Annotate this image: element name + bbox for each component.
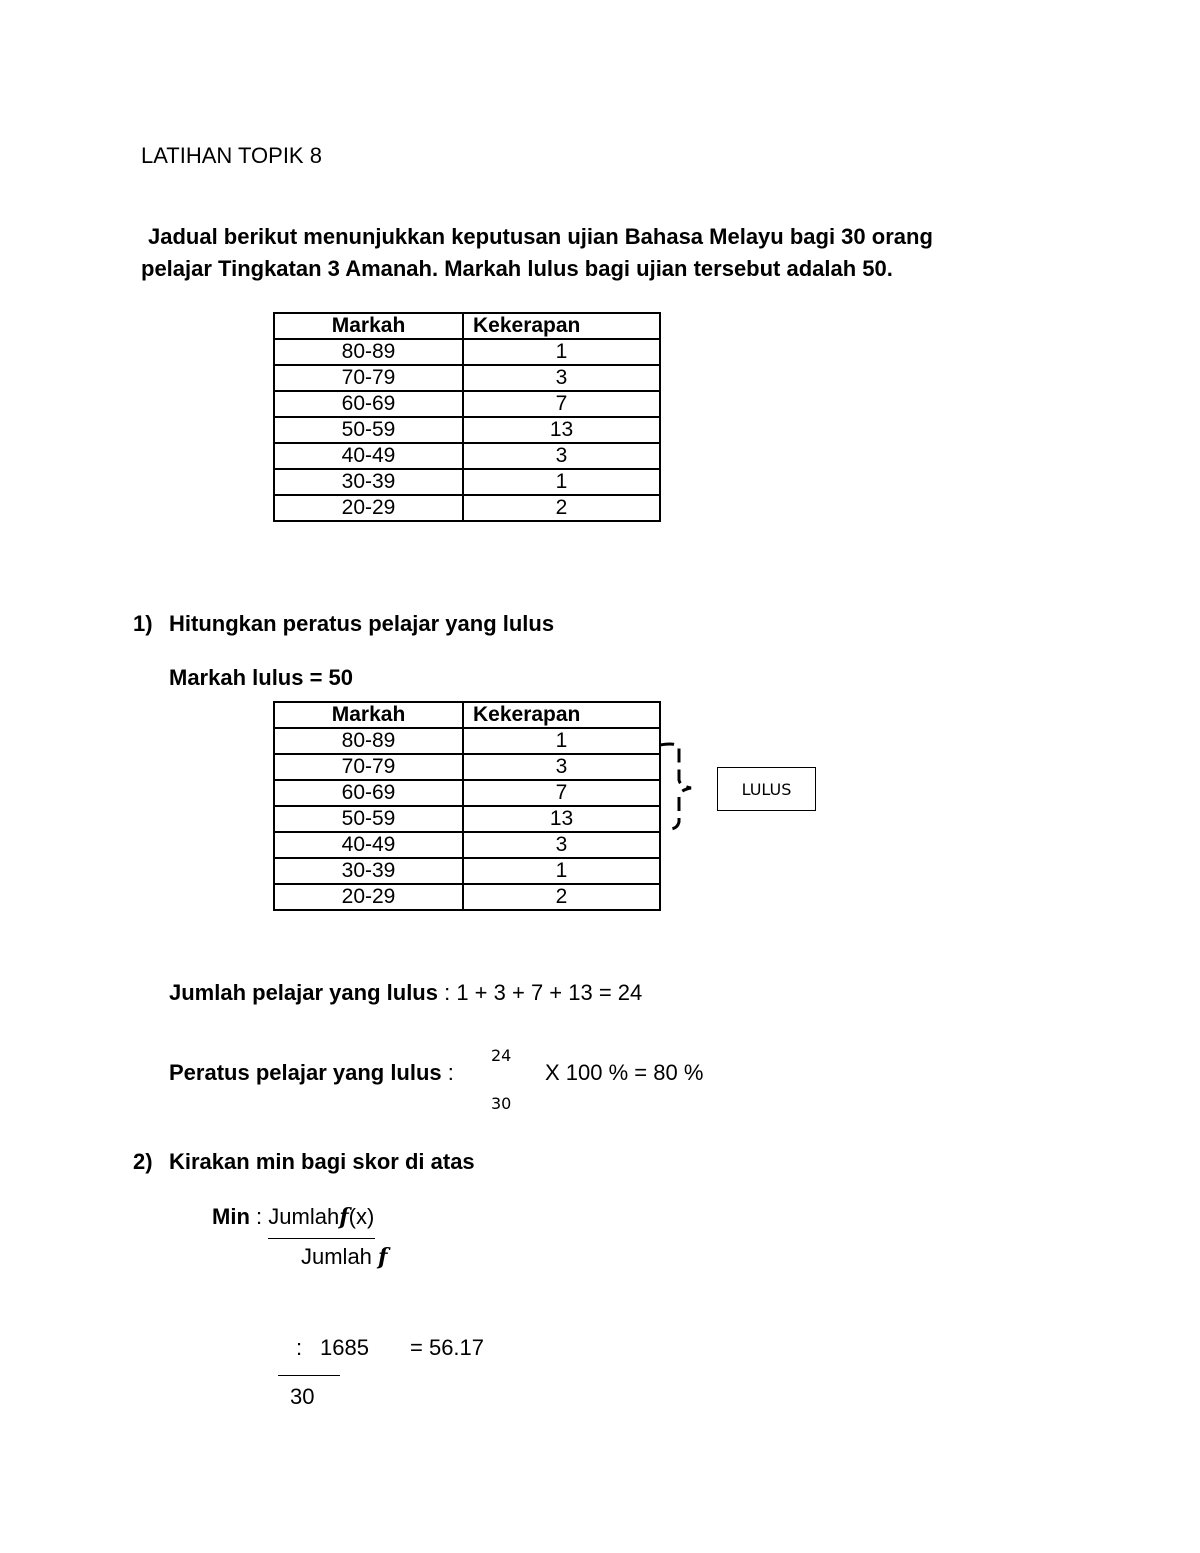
min-formula-denominator (301, 1244, 388, 1270)
calc-denominator: 30 (290, 1384, 315, 1409)
cell-kekerapan: 1 (463, 469, 660, 495)
table-row (274, 495, 660, 521)
percent-numerator: 24 (491, 1046, 512, 1065)
min-numerator-f: f (339, 1204, 349, 1230)
frequency-table (273, 312, 661, 522)
curly-brace-icon (655, 740, 705, 835)
header-markah: Markah (274, 313, 463, 339)
min-numerator-x: (x) (348, 1204, 375, 1229)
cell-markah: 70-79 (274, 365, 463, 391)
header-kekerapan: Kekerapan (463, 702, 660, 728)
min-formula-numerator (212, 1204, 374, 1230)
table-row (274, 832, 660, 858)
table-row (274, 417, 660, 443)
calc-colon: : (296, 1335, 303, 1360)
cell-kekerapan: 3 (463, 443, 660, 469)
cell-markah: 40-49 (274, 832, 463, 858)
cell-kekerapan: 1 (463, 858, 660, 884)
sum-value: : 1 + 3 + 7 + 13 = 24 (444, 980, 643, 1005)
cell-kekerapan: 3 (463, 754, 660, 780)
cell-markah: 30-39 (274, 469, 463, 495)
cell-kekerapan: 1 (463, 339, 660, 365)
table-header-row (274, 313, 660, 339)
sum-line (169, 980, 642, 1006)
min-label: Min (212, 1204, 250, 1229)
cell-markah: 20-29 (274, 884, 463, 910)
percent-colon: : (447, 1060, 454, 1085)
percent-line (169, 1060, 454, 1086)
lulus-box: LULUS (717, 767, 816, 811)
min-fraction-bar (268, 1238, 375, 1239)
cell-markah: 30-39 (274, 858, 463, 884)
intro-paragraph (141, 221, 933, 285)
cell-kekerapan: 2 (463, 495, 660, 521)
header-kekerapan: Kekerapan (463, 313, 660, 339)
table-header-row (274, 702, 660, 728)
table-row (274, 443, 660, 469)
intro-line-1: Jadual berikut menunjukkan keputusan ujian Bahasa Melayu bagi 30 orang (148, 224, 933, 249)
table-row (274, 365, 660, 391)
table-row (274, 469, 660, 495)
cell-kekerapan: 13 (463, 417, 660, 443)
page-title: LATIHAN TOPIK 8 (141, 143, 322, 168)
cell-markah: 40-49 (274, 443, 463, 469)
table-row (274, 780, 660, 806)
cell-kekerapan: 3 (463, 832, 660, 858)
table-row (274, 806, 660, 832)
cell-markah: 70-79 (274, 754, 463, 780)
cell-kekerapan: 13 (463, 806, 660, 832)
cell-kekerapan: 3 (463, 365, 660, 391)
cell-markah: 80-89 (274, 728, 463, 754)
percent-label: Peratus pelajar yang lulus (169, 1060, 442, 1085)
percent-result: X 100 % = 80 % (545, 1060, 704, 1085)
table-row (274, 754, 660, 780)
table-row (274, 391, 660, 417)
cell-markah: 80-89 (274, 339, 463, 365)
min-numerator-word: Jumlah (268, 1204, 340, 1229)
cell-markah: 50-59 (274, 417, 463, 443)
calc-numerator: 1685 (320, 1335, 369, 1360)
sum-label: Jumlah pelajar yang lulus (169, 980, 438, 1005)
header-markah: Markah (274, 702, 463, 728)
question-2-number: 2) (133, 1149, 153, 1174)
cell-kekerapan: 2 (463, 884, 660, 910)
question-1-number: 1) (133, 611, 153, 636)
intro-line-2: pelajar Tingkatan 3 Amanah. Markah lulus bagi ujian tersebut adalah 50. (141, 256, 893, 281)
table-row (274, 858, 660, 884)
table-row (274, 728, 660, 754)
min-denominator-word: Jumlah (301, 1244, 372, 1269)
cell-markah: 60-69 (274, 780, 463, 806)
question-1-text: Hitungkan peratus pelajar yang lulus (169, 611, 555, 636)
table-row (274, 339, 660, 365)
cell-kekerapan: 7 (463, 780, 660, 806)
frequency-table-annotated (273, 701, 661, 911)
pass-mark: Markah lulus = 50 (169, 665, 354, 690)
calc-fraction-bar (278, 1375, 340, 1376)
table-row (274, 884, 660, 910)
min-denominator-f: f (378, 1244, 388, 1270)
cell-markah: 20-29 (274, 495, 463, 521)
min-colon: : (256, 1204, 263, 1229)
cell-kekerapan: 1 (463, 728, 660, 754)
cell-kekerapan: 7 (463, 391, 660, 417)
percent-denominator: 30 (491, 1094, 512, 1113)
question-2-text: Kirakan min bagi skor di atas (169, 1149, 475, 1174)
cell-markah: 60-69 (274, 391, 463, 417)
cell-markah: 50-59 (274, 806, 463, 832)
calc-result: = 56.17 (410, 1335, 485, 1360)
